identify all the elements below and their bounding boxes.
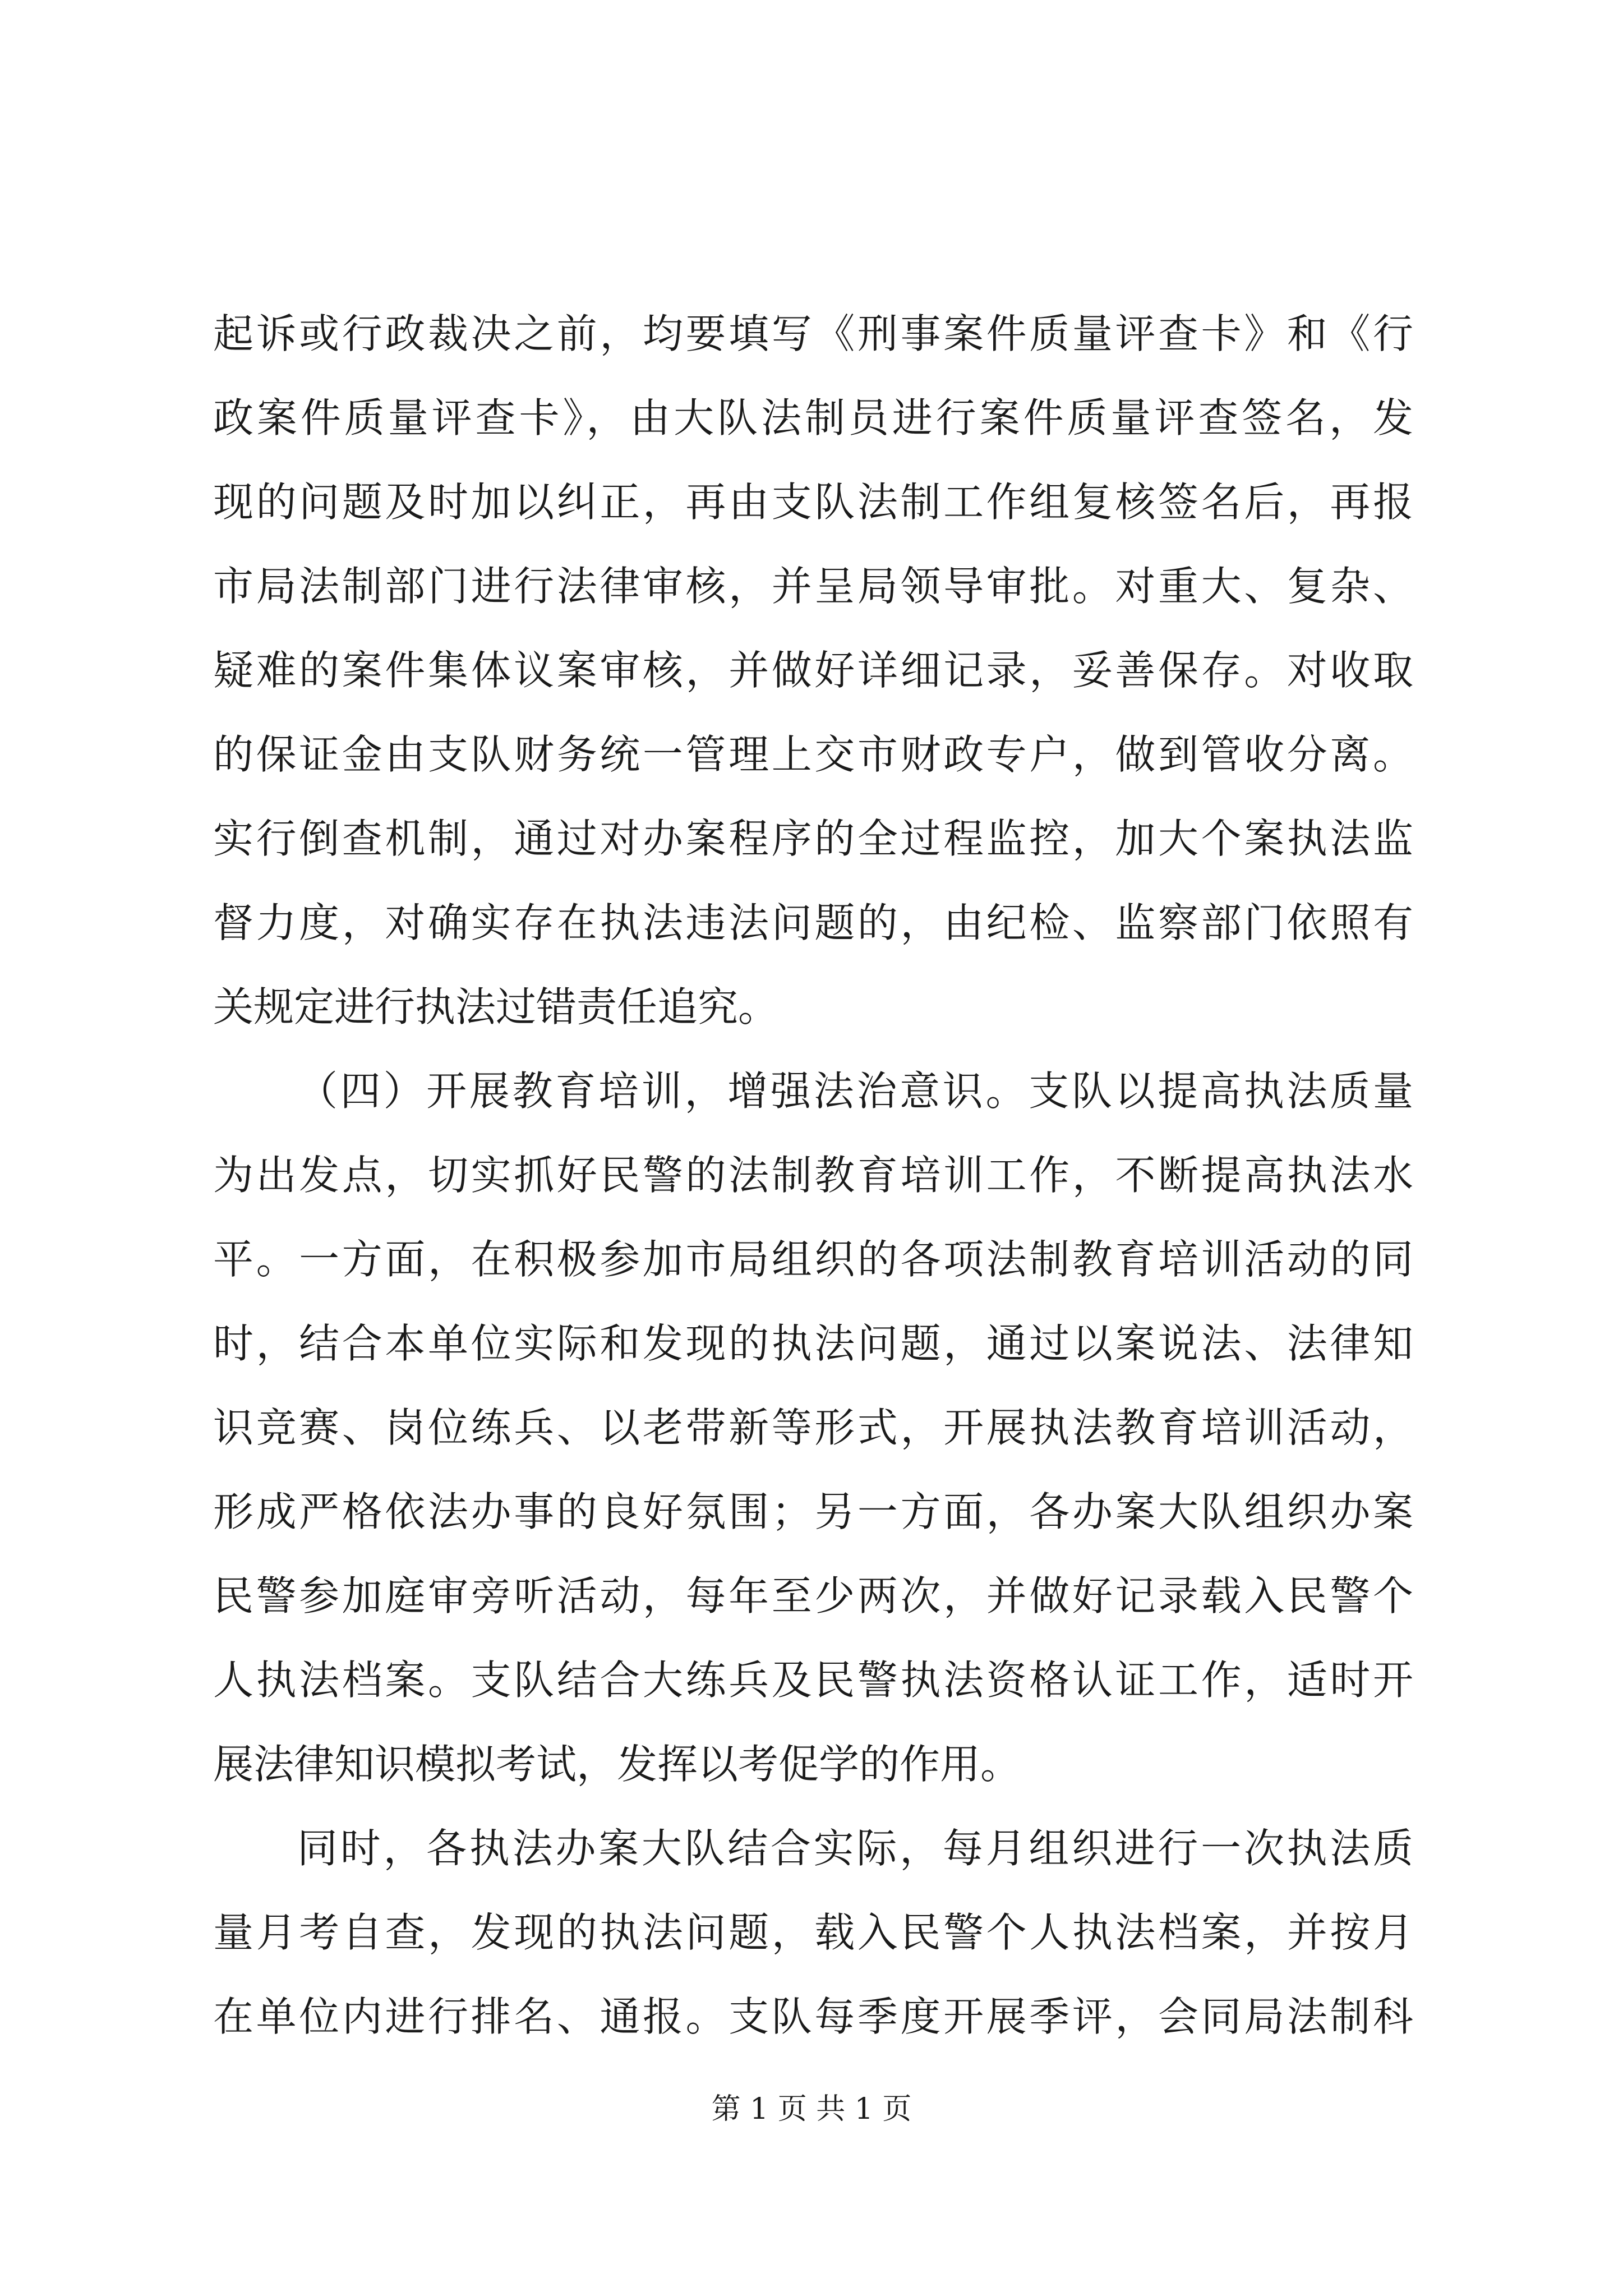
paragraph-start-line: （四）开展教育培训，增强法治意识。支队以提高执法质量 [297, 1068, 1413, 1115]
text-line: 督力度，对确实存在执法违法问题的，由纪检、监察部门依照有 [213, 899, 1413, 946]
text-line: 在单位内进行排名、通报。支队每季度开展季评，会同局法制科 [213, 1993, 1413, 2040]
text-line: 为出发点，切实抓好民警的法制教育培训工作，不断提高执法水 [213, 1152, 1413, 1199]
text-line: 疑难的案件集体议案审核，并做好详细记录，妥善保存。对收取 [213, 647, 1413, 694]
page-footer: 第 1 页 共 1 页 [711, 2092, 912, 2126]
text-line: 关规定进行执法过错责任追究。 [213, 983, 779, 1030]
text-line: 识竞赛、岗位练兵、以老带新等形式，开展执法教育培训活动， [213, 1404, 1413, 1451]
text-line: 实行倒查机制，通过对办案程序的全过程监控，加大个案执法监 [213, 815, 1413, 862]
text-line: 现的问题及时加以纠正，再由支队法制工作组复核签名后，再报 [213, 478, 1413, 526]
text-line: 时，结合本单位实际和发现的执法问题，通过以案说法、法律知 [213, 1320, 1413, 1367]
text-line: 政案件质量评查卡》，由大队法制员进行案件质量评查签名，发 [213, 394, 1413, 441]
text-line: 展法律知识模拟考试，发挥以考促学的作用。 [213, 1741, 1021, 1788]
text-line: 的保证金由支队财务统一管理上交市财政专户，做到管收分离。 [213, 731, 1413, 778]
text-line: 形成严格依法办事的良好氛围；另一方面，各办案大队组织办案 [213, 1488, 1413, 1535]
text-line: 人执法档案。支队结合大练兵及民警执法资格认证工作，适时开 [213, 1657, 1413, 1704]
text-line: 平。一方面，在积极参加市局组织的各项法制教育培训活动的同 [213, 1236, 1413, 1283]
text-line: 市局法制部门进行法律审核，并呈局领导审批。对重大、复杂、 [213, 563, 1413, 610]
text-line: 民警参加庭审旁听活动，每年至少两次，并做好记录载入民警个 [213, 1572, 1413, 1619]
text-line: 起诉或行政裁决之前，均要填写《刑事案件质量评查卡》和《行 [213, 310, 1413, 357]
text-line: 量月考自查，发现的执法问题，载入民警个人执法档案，并按月 [213, 1909, 1413, 1956]
paragraph-start-line: 同时，各执法办案大队结合实际，每月组织进行一次执法质 [297, 1825, 1413, 1872]
